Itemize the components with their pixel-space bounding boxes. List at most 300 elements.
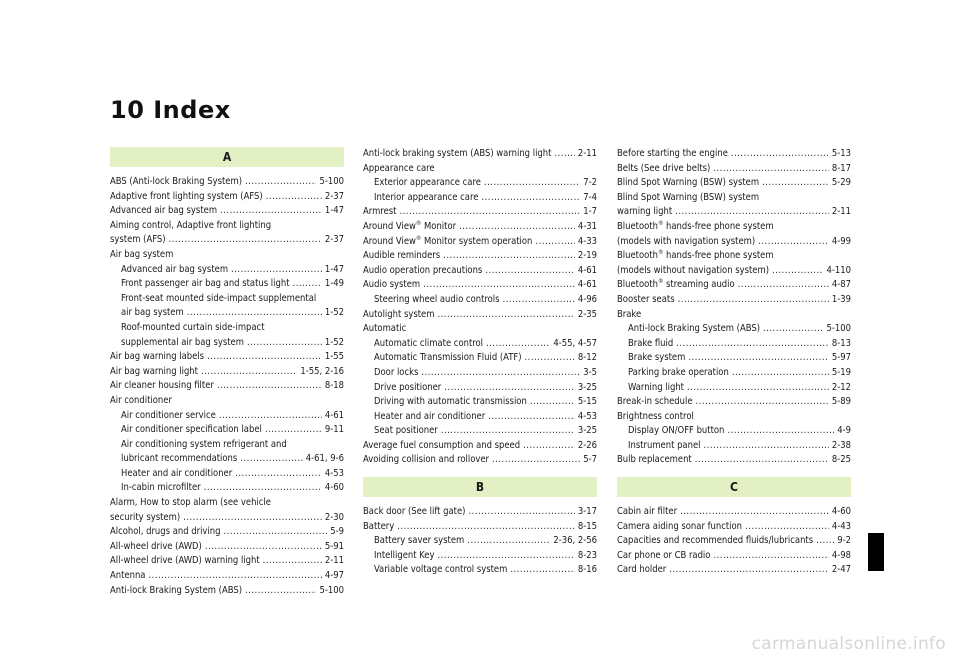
index-entry-page: 9-2: [837, 535, 851, 547]
index-entry: [363, 453, 597, 468]
index-entry-text: Appearance care: [363, 162, 435, 174]
dot-leader: [263, 554, 322, 569]
dot-leader: [704, 439, 829, 454]
index-entry: [617, 191, 851, 206]
section-header-a: A: [110, 147, 344, 167]
dot-leader: [201, 365, 297, 380]
index-entry: [363, 162, 597, 177]
index-entry: [617, 351, 851, 366]
index-entry: [617, 439, 851, 454]
index-entry-page: 4-61, 9-6: [305, 453, 344, 465]
index-entry: [110, 438, 344, 453]
index-entry-text: Blind Spot Warning (BSW) system: [617, 177, 760, 189]
index-entry-text: air bag system: [121, 307, 184, 319]
index-entry-text: Armrest: [363, 206, 397, 218]
dot-leader: [484, 176, 580, 191]
index-entry: [110, 219, 344, 234]
dot-leader: [763, 322, 823, 337]
index-entry-text: ABS (Anti-lock Braking System): [110, 176, 242, 187]
index-entry-page: 2-47: [831, 564, 851, 576]
index-entry-text: Intelligent Key: [374, 549, 435, 561]
index-entry: [617, 308, 851, 323]
dot-leader: [468, 505, 574, 520]
index-entry: [363, 249, 597, 264]
index-entry-page: 8-16: [577, 564, 597, 576]
dot-leader: [758, 235, 829, 250]
dot-leader: [459, 220, 575, 235]
index-entry-text: lubricant recommendations: [121, 453, 238, 465]
index-entry-text: Back door (See lift gate): [363, 506, 466, 518]
index-entry-list: [363, 147, 597, 468]
dot-leader: [731, 147, 829, 162]
index-entry: [363, 264, 597, 279]
index-entry: [617, 337, 851, 352]
index-entry-text: In-cabin microfilter: [121, 482, 201, 494]
index-entry-text: Roof-mounted curtain side-impact: [121, 321, 265, 333]
index-entry-page: 2-11: [324, 555, 344, 567]
dot-leader: [727, 424, 834, 439]
dot-leader: [678, 293, 829, 308]
index-entry-page: 5-13: [831, 148, 851, 159]
index-entry-text: Aiming control, Adaptive front lighting: [110, 219, 272, 231]
index-entry: [110, 394, 344, 409]
index-entry-page: 7-2: [583, 177, 597, 189]
watermark: carmanualsonline.info: [751, 634, 946, 654]
dot-leader: [467, 534, 550, 549]
index-entry: [363, 424, 597, 439]
dot-leader: [240, 452, 302, 467]
index-entry-page: 4-9: [837, 425, 851, 437]
index-entry-text: Anti-lock Braking System (ABS): [110, 584, 242, 596]
index-entry-text: supplemental air bag system: [121, 336, 244, 348]
dot-leader: [397, 520, 575, 535]
dot-leader: [220, 204, 322, 219]
index-entry: [363, 381, 597, 396]
dot-leader: [535, 235, 574, 250]
index-entry-page: 3-25: [577, 381, 597, 393]
dot-leader: [219, 409, 322, 424]
index-entry-text: Automatic: [363, 323, 407, 335]
index-entry-page: 2-12: [831, 381, 851, 393]
index-entry-text: system (AFS): [110, 234, 166, 246]
index-entry-text: Driving with automatic transmission: [374, 396, 527, 408]
index-entry-text: Drive positioner: [374, 381, 442, 393]
index-entry-page: 4-97: [324, 570, 344, 582]
dot-leader: [816, 534, 834, 549]
index-entry-page: 5-29: [831, 177, 851, 189]
index-entry-page: 8-15: [577, 520, 597, 532]
index-entry-page: 4-61: [324, 409, 344, 421]
index-entry: [363, 351, 597, 366]
index-entry-text: Audible reminders: [363, 250, 441, 262]
index-entry-text: Steering wheel audio controls: [374, 293, 500, 305]
index-entry-text: Seat positioner: [374, 425, 438, 437]
index-entry: [110, 233, 344, 248]
index-entry: [110, 496, 344, 511]
index-entry: [617, 395, 851, 410]
dot-leader: [423, 278, 575, 293]
index-entry-page: 1-7: [583, 206, 597, 218]
index-entry-text: Belts (See drive belts): [617, 162, 711, 174]
index-column-1: [110, 147, 344, 598]
index-entry: [110, 423, 344, 438]
index-entry: [110, 511, 344, 526]
index-entry-page: 2-35: [577, 308, 597, 320]
index-entry: [110, 379, 344, 394]
index-entry-text: Capacities and recommended fluids/lubricants: [617, 535, 814, 547]
index-entry: [363, 147, 597, 162]
dot-leader: [676, 337, 829, 352]
index-entry: [617, 520, 851, 535]
index-entry-page: 2-11: [577, 148, 597, 159]
index-entry-text: Audio system: [363, 279, 421, 291]
index-entry: [110, 554, 344, 569]
dot-leader: [523, 439, 575, 454]
index-entry-text: Blind Spot Warning (BSW) system: [617, 191, 760, 203]
index-entry-text: warning light: [617, 206, 673, 218]
index-entry: [363, 366, 597, 381]
index-entry-page: 1-55, 2-16: [300, 365, 344, 377]
index-entry: [110, 540, 344, 555]
index-entry-text: Avoiding collision and rollover: [363, 454, 489, 466]
dot-leader: [437, 549, 574, 564]
index-entry-text: Exterior appearance care: [374, 177, 481, 189]
dot-leader: [688, 351, 829, 366]
index-entry: [363, 220, 597, 235]
dot-leader: [554, 147, 574, 162]
index-entry: [110, 175, 344, 190]
index-entry-page: 1-52: [324, 336, 344, 348]
index-entry: [110, 321, 344, 336]
index-entry: [617, 381, 851, 396]
index-entry: [363, 410, 597, 425]
index-entry-text: All-wheel drive (AWD) warning light: [110, 555, 260, 567]
index-entry-page: 7-4: [583, 191, 597, 203]
dot-leader: [207, 350, 322, 365]
index-entry-page: 4-61: [577, 279, 597, 291]
index-entry-text: Brake system: [628, 352, 686, 364]
dot-leader: [266, 190, 322, 205]
index-entry: [617, 220, 851, 235]
dot-leader: [245, 175, 316, 190]
index-entry-text: Antenna: [110, 570, 146, 582]
index-entry-text: Air bag warning labels: [110, 351, 205, 363]
index-entry-text: Bluetooth® hands-free phone system: [617, 249, 774, 262]
index-entry: [110, 350, 344, 365]
index-entry-page: 2-38: [831, 439, 851, 451]
index-entry: [363, 235, 597, 250]
dot-leader: [223, 525, 327, 540]
index-entry-text: Brake: [617, 308, 642, 320]
index-entry: [617, 366, 851, 381]
index-entry: [363, 534, 597, 549]
index-entry-page: 8-18: [324, 380, 344, 392]
index-entry: [363, 278, 597, 293]
index-entry-page: 2-11: [831, 206, 851, 218]
dot-leader: [695, 453, 829, 468]
index-entry-page: 1-55: [324, 351, 344, 363]
index-entry-page: 4-110: [826, 264, 851, 276]
dot-leader: [503, 293, 575, 308]
index-entry-text: Battery saver system: [374, 535, 465, 547]
index-entry-text: (models without navigation system): [617, 264, 770, 276]
index-entry-text: Brightness control: [617, 410, 694, 422]
index-entry-text: Anti-lock Braking System (ABS): [628, 323, 760, 335]
dot-leader: [187, 306, 322, 321]
index-entry: [617, 563, 851, 578]
index-entry: [363, 549, 597, 564]
index-entry-text: Advanced air bag system: [121, 263, 229, 275]
index-entry-text: All-wheel drive (AWD): [110, 540, 202, 552]
index-entry: [617, 235, 851, 250]
index-entry: [363, 395, 597, 410]
dot-leader: [443, 249, 575, 264]
dot-leader: [762, 176, 829, 191]
dot-leader: [738, 278, 829, 293]
dot-leader: [444, 381, 575, 396]
index-entry: [617, 549, 851, 564]
index-entry-page: 8-17: [831, 162, 851, 174]
index-entry-text: Autolight system: [363, 308, 435, 320]
index-entry-text: Bulb replacement: [617, 454, 692, 466]
index-entry: [110, 336, 344, 351]
page-title: 10 Index: [110, 96, 231, 124]
dot-leader: [488, 410, 575, 425]
dot-leader: [669, 563, 829, 578]
index-entry: [617, 534, 851, 549]
index-entry-list: [363, 505, 597, 578]
index-entry-text: Warning light: [628, 381, 684, 393]
index-entry-page: 8-23: [577, 549, 597, 561]
index-entry: [110, 569, 344, 584]
index-entry-page: 5-9: [330, 526, 344, 538]
dot-leader: [437, 308, 574, 323]
chapter-tab-marker: [868, 533, 884, 571]
index-entry-text: Heater and air conditioner: [374, 410, 486, 422]
index-entry-text: Battery: [363, 520, 395, 532]
index-entry: [617, 410, 851, 425]
index-entry-page: 2-37: [324, 234, 344, 246]
dot-leader: [217, 379, 322, 394]
dot-leader: [745, 520, 829, 535]
dot-leader: [485, 264, 575, 279]
index-entry: [110, 467, 344, 482]
dot-leader: [204, 481, 322, 496]
index-entry: [363, 293, 597, 308]
index-column-3: [617, 147, 851, 578]
index-entry-text: Heater and air conditioner: [121, 467, 233, 479]
dot-leader: [441, 424, 575, 439]
index-entry-page: 5-7: [583, 454, 597, 466]
index-entry: [110, 204, 344, 219]
dot-leader: [492, 453, 580, 468]
index-entry: [617, 205, 851, 220]
index-entry-text: Adaptive front lighting system (AFS): [110, 190, 263, 202]
index-entry: [110, 292, 344, 307]
index-entry-text: Advanced air bag system: [110, 205, 218, 217]
index-entry-list: [617, 505, 851, 578]
index-entry-list: [110, 175, 344, 598]
dot-leader: [399, 205, 580, 220]
index-entry-page: 3-17: [577, 506, 597, 518]
index-entry-text: Air conditioner: [110, 394, 172, 406]
index-entry-text: Air conditioner service: [121, 409, 216, 421]
index-entry-page: 4-61: [577, 264, 597, 276]
index-entry-text: Around View® Monitor system operation: [363, 234, 533, 247]
section-header-c: C: [617, 477, 851, 497]
index-entry-text: Air bag warning light: [110, 365, 198, 377]
index-entry: [363, 308, 597, 323]
index-entry-text: Audio operation precautions: [363, 264, 483, 276]
index-entry: [363, 337, 597, 352]
index-entry-page: 2-30: [324, 511, 344, 523]
index-entry-page: 4-87: [831, 279, 851, 291]
index-entry-page: 2-37: [324, 190, 344, 202]
index-entry-page: 2-36, 2-56: [553, 535, 597, 547]
index-entry-page: 5-100: [319, 584, 344, 596]
index-entry-text: Before starting the engine: [617, 148, 728, 159]
index-entry-page: 8-12: [577, 352, 597, 364]
index-entry: [363, 563, 597, 578]
dot-leader: [265, 423, 322, 438]
index-entry: [110, 525, 344, 540]
dot-leader: [680, 505, 829, 520]
dot-leader: [675, 205, 829, 220]
index-entry-page: 4-60: [831, 506, 851, 518]
index-entry-text: Camera aiding sonar function: [617, 520, 743, 532]
dot-leader: [183, 511, 322, 526]
index-entry: [363, 322, 597, 337]
index-entry: [110, 365, 344, 380]
index-entry: [363, 520, 597, 535]
index-entry-page: 2-26: [577, 439, 597, 451]
index-entry-text: security system): [110, 511, 181, 523]
index-entry: [617, 249, 851, 264]
index-entry-text: Anti-lock braking system (ABS) warning light: [363, 148, 552, 159]
index-entry-text: Air conditioning system refrigerant and: [121, 438, 287, 450]
dot-leader: [169, 233, 322, 248]
index-entry-page: 4-33: [577, 235, 597, 247]
dot-leader: [713, 162, 829, 177]
dot-leader: [530, 395, 575, 410]
index-entry-text: Brake fluid: [628, 337, 674, 349]
index-entry: [363, 505, 597, 520]
dot-leader: [231, 263, 322, 278]
index-entry-page: 5-15: [577, 396, 597, 408]
index-entry-page: 5-19: [831, 366, 851, 378]
index-entry-page: 8-13: [831, 337, 851, 349]
index-entry: [617, 424, 851, 439]
index-entry-text: Air conditioner specification label: [121, 424, 262, 436]
index-entry: [617, 278, 851, 293]
index-entry-text: Card holder: [617, 564, 667, 576]
dot-leader: [245, 584, 316, 599]
index-entry-page: 4-99: [831, 235, 851, 247]
index-entry-page: 5-91: [324, 540, 344, 552]
dot-leader: [772, 264, 823, 279]
index-entry-text: Alarm, How to stop alarm (see vehicle: [110, 497, 271, 509]
dot-leader: [293, 277, 322, 292]
index-entry-text: Booster seats: [617, 293, 675, 305]
dot-leader: [713, 549, 828, 564]
dot-leader: [510, 563, 575, 578]
index-entry-text: Air bag system: [110, 248, 174, 260]
index-entry-page: 4-53: [577, 410, 597, 422]
index-entry-list: [617, 147, 851, 468]
index-entry-page: 4-55, 4-57: [553, 337, 597, 349]
dot-leader: [525, 351, 575, 366]
index-entry-text: Car phone or CB radio: [617, 549, 711, 561]
index-entry-text: (models with navigation system): [617, 235, 756, 247]
index-entry-page: 5-97: [831, 352, 851, 364]
section-header-b: B: [363, 477, 597, 497]
index-entry-page: 4-43: [831, 520, 851, 532]
index-entry-text: Bluetooth® hands-free phone system: [617, 219, 774, 232]
index-entry: [617, 293, 851, 308]
dot-leader: [421, 366, 580, 381]
index-entry-page: 5-100: [826, 323, 851, 335]
index-entry-text: Parking brake operation: [628, 366, 729, 378]
index-entry-page: 1-49: [324, 278, 344, 290]
index-entry: [617, 505, 851, 520]
index-entry: [363, 191, 597, 206]
dot-leader: [481, 191, 580, 206]
index-entry-page: 5-89: [831, 396, 851, 408]
index-entry-page: 3-25: [577, 425, 597, 437]
index-entry: [110, 248, 344, 263]
index-entry-page: 4-31: [577, 220, 597, 232]
index-entry-page: 2-19: [577, 250, 597, 262]
index-column-2: [363, 147, 597, 578]
index-entry-text: Variable voltage control system: [374, 564, 508, 576]
index-entry-text: Bluetooth® streaming audio: [617, 278, 735, 291]
index-entry: [617, 147, 851, 162]
dot-leader: [205, 540, 322, 555]
index-entry: [617, 176, 851, 191]
index-entry-page: 4-53: [324, 467, 344, 479]
index-entry-text: Break-in schedule: [617, 396, 693, 408]
index-entry-page: 1-52: [324, 307, 344, 319]
index-entry: [110, 452, 344, 467]
index-entry-text: Front passenger air bag and status light: [121, 278, 290, 290]
index-entry: [363, 439, 597, 454]
index-entry-page: 3-5: [583, 366, 597, 378]
index-entry: [363, 176, 597, 191]
index-entry-page: 1-47: [324, 205, 344, 217]
index-entry-text: Automatic climate control: [374, 337, 484, 349]
index-entry-page: 4-96: [577, 293, 597, 305]
index-entry-page: 1-47: [324, 263, 344, 275]
index-entry-text: Display ON/OFF button: [628, 425, 725, 437]
index-entry: [617, 453, 851, 468]
index-entry: [110, 306, 344, 321]
index-entry: [110, 409, 344, 424]
index-entry: [110, 584, 344, 599]
index-entry: [363, 205, 597, 220]
dot-leader: [486, 337, 550, 352]
dot-leader: [148, 569, 321, 584]
index-entry: [617, 264, 851, 279]
index-entry-text: Around View® Monitor: [363, 219, 457, 232]
index-entry-page: 8-25: [831, 454, 851, 466]
dot-leader: [247, 336, 322, 351]
index-entry-page: 1-39: [831, 293, 851, 305]
index-entry-page: 4-98: [831, 549, 851, 561]
index-entry-text: Alcohol, drugs and driving: [110, 526, 221, 538]
index-entry: [110, 190, 344, 205]
index-entry-text: Air cleaner housing filter: [110, 380, 214, 392]
dot-leader: [235, 467, 322, 482]
